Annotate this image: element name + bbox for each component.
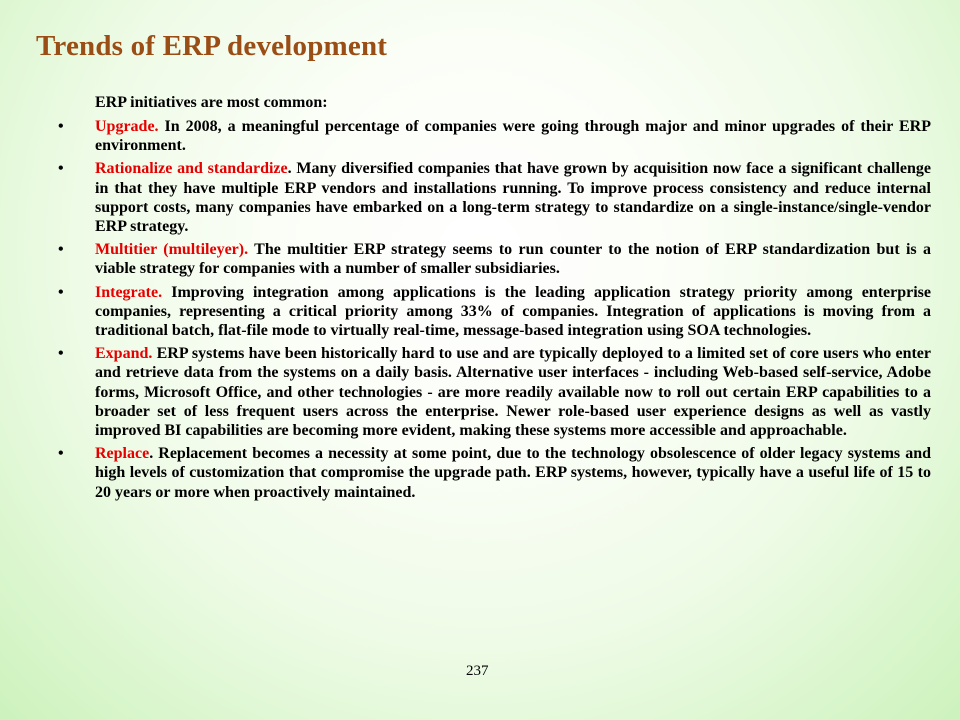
bullet-dot-icon: • <box>58 118 64 135</box>
bullet-text: The multitier ERP strategy seems to run counter to the notion of ERP standardization but is a viable strategy for companies with a number of smaller subsidiaries. <box>95 241 932 278</box>
bullet-text: . Many diversified companies that have grown by acquisition now face a significant challenge in that they have multiple ERP vendors and installations running. To improve process consistency and reduce internal support costs, many companies have embarked on a long-term strategy to standardize on a single-instance/single-vendor ERP strategy. <box>95 160 931 236</box>
bullet-text: Improving integration among applications is the leading application strategy priority among enterprise companies, representing a critical priority among 33% of companies. Integration of applications is moving from a traditional batch, flat-file mode to virtually real-time, message-based integration using SOA technologies. <box>95 283 931 340</box>
bullet-dot-icon: • <box>58 160 64 178</box>
bullet-dot-icon: • <box>58 283 64 301</box>
bullet-item-rationalize <box>57 159 931 236</box>
bullet-term: Rationalize and standardize <box>95 160 288 178</box>
bullet-term: Multitier (multileyer). <box>95 241 249 259</box>
bullet-term: Expand. <box>95 345 153 363</box>
bullet-term: Replace <box>95 445 150 463</box>
bullet-item-replace <box>57 444 931 502</box>
bullet-text: . Replacement becomes a necessity at some point, due to the technology obsolescence of older legacy systems and high levels of customization that compromise the upgrade path. ERP systems, however, typically have a useful life of 15 to 20 years or more when proactively maintained. <box>95 445 931 501</box>
intro-text: ERP initiatives are most common: <box>95 94 328 111</box>
bullet-item-expand <box>57 344 931 440</box>
bullet-dot-icon: • <box>58 241 64 259</box>
slide-title: Trends of ERP development <box>36 30 388 62</box>
bullet-dot-icon: • <box>58 445 64 463</box>
bullet-term: Integrate. <box>95 283 163 301</box>
bullet-list <box>57 117 931 506</box>
bullet-text: ERP systems have been historically hard to use and are typically deployed to a limited set of core users who enter and retrieve data from the systems on a daily basis. Alternative user interfaces - including Web-based self-service, Adobe forms, Microsoft Office, and other technologies - are more readily available now to roll out certain ERP capabilities to a broader set of less frequent users across the enterprise. Newer role-based user experience designs as well as vastly improved BI capabilities are becoming more evident, making these systems more accessible and approachable. <box>95 345 931 440</box>
bullet-item-upgrade <box>57 117 931 155</box>
page-number: 237 <box>466 663 489 679</box>
bullet-item-multitier <box>57 240 931 278</box>
bullet-dot-icon: • <box>58 345 64 363</box>
bullet-text: In 2008, a meaningful percentage of companies were going through major and minor upgrades of their ERP environment. <box>95 118 931 155</box>
bullet-item-integrate <box>57 283 931 341</box>
bullet-term: Upgrade. <box>95 118 159 135</box>
